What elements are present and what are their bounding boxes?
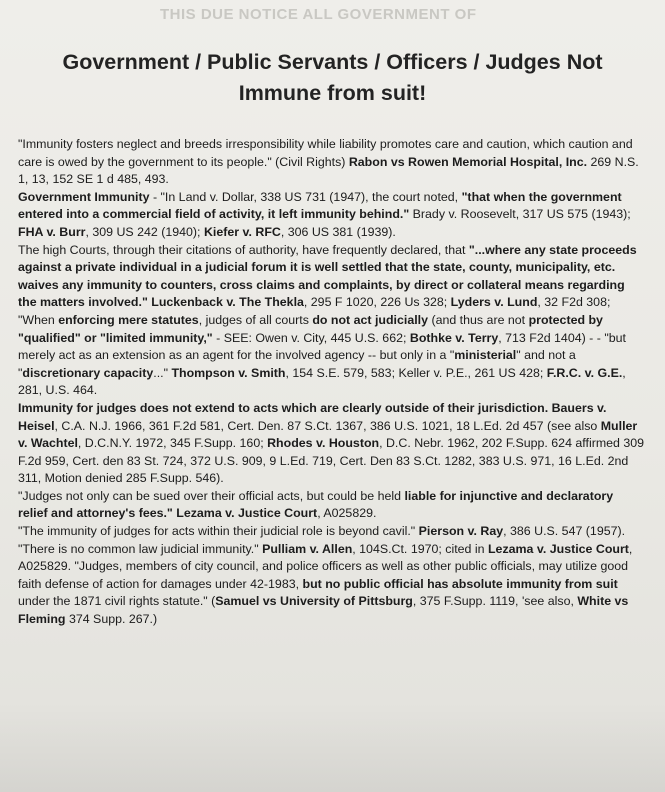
paragraph-immunity-fosters-neglect (18, 136, 646, 189)
text-run: enforcing mere statutes (58, 312, 199, 327)
text-run: "that when the government entered into a commercial field of activity, it left immunity behind." (18, 189, 622, 222)
text-run: , C.A. N.J. 1966, 361 F.2d 581, Cert. Den. 87 S.Ct. 1367, 386 U.S. 1021, 18 L.Ed. 2d 457 (see also (54, 418, 601, 433)
paragraph-judges-sued (18, 488, 646, 523)
text-run: , D.C.N.Y. 1972, 345 F.Supp. 160; (77, 436, 268, 451)
paragraph-no-absolute-immunity (18, 523, 646, 629)
text-run: F.R.C. v. G.E. (546, 365, 623, 380)
paragraph-government-immunity (18, 189, 646, 242)
text-run: (and thus are not (428, 312, 529, 327)
text-run: liable for injunctive and declaratory relief and attorney's fees." Lezama v. Justice Court (18, 488, 614, 521)
text-run: , 32 F2d 308; (537, 295, 611, 310)
text-run: , 104S.Ct. 1970; cited in (352, 541, 488, 556)
text-run: , 375 F.Supp. 1119, 'see also, (412, 594, 578, 609)
paragraph-high-courts (18, 242, 646, 312)
text-run: ministerial (454, 348, 517, 363)
bleed-through-text: THIS DUE NOTICE ALL GOVERNMENT OF (160, 6, 477, 23)
text-run: protected by "qualified" or "limited immunity," (18, 312, 603, 345)
text-run: Pierson v. Ray (418, 524, 504, 539)
text-run: 269 N.S. 1, 13, 152 SE 1 d 485, 493. (18, 154, 639, 187)
text-run: but no public official has absolute immunity from suit (302, 576, 618, 591)
text-run: "...where any state proceeds against a private individual in a judicial forum it is well settled that the state, county, municipality, etc. waives any immunity to counters, cross claims and complaints, by direct or collateral means regarding the matters involved." Luckenback v. The Thekla (18, 242, 637, 310)
text-run: "Immunity fosters neglect and breeds irresponsibility while liability promotes care and caution, which caution and care is owed by the government to its people." (Civil Rights) (18, 137, 633, 169)
text-run: "The immunity of judges for acts within their judicial role is beyond cavil." (18, 524, 419, 539)
text-run: Rhodes v. Houston (267, 436, 380, 451)
text-run: , 713 F2d 1404) - - "but merely act as an extension as an agent for the involved agency -- but only in a " (18, 330, 626, 363)
text-run: Kiefer v. RFC (203, 224, 281, 239)
text-run: , 386 U.S. 547 (1957). "There is no common law judicial immunity." (18, 524, 626, 556)
text-run: , 309 US 242 (1940); (85, 224, 204, 239)
text-run: , D.C. Nebr. 1962, 202 F.Supp. 624 affirmed 309 F.2d 959, Cert. den 83 St. 724, 372 U.S. 909, 9 L.Ed. 719, Cert. Den 83 S.Ct. 1282, 383 U.S. 971, 16 L.Ed. 2nd 311, Motion denied 285 F.Supp. 546). (18, 436, 645, 486)
text-run: , A025829. "Judges, members of city council, and police officers as well as other public officials, may utilize good faith defense of action for damages under 42-1983, (18, 541, 633, 591)
text-run: Brady v. Roosevelt, 317 US 575 (1943); (409, 207, 631, 222)
text-run: , 154 S.E. 579, 583; Keller v. P.E., 261 US 428; (285, 365, 547, 380)
text-run: "When (18, 312, 59, 327)
text-run: , A025829. (317, 506, 377, 521)
text-run: 374 Supp. 267.) (65, 612, 158, 627)
title-line-1: Government / Public Servants / Officers / Judges Not (62, 50, 603, 74)
text-run: Muller v. Wachtel (18, 418, 638, 451)
text-run: , 295 F 1020, 226 Us 328; (303, 295, 451, 310)
text-run: Immunity for judges does not extend to acts which are clearly outside of their jurisdiction. Bauers v. Heisel (18, 400, 607, 433)
text-run: , 281, U.S. 464. (18, 365, 626, 398)
paragraph-enforcing-statutes (18, 312, 646, 400)
text-run: Lyders v. Lund (450, 295, 538, 310)
text-run: ..." (153, 365, 172, 380)
text-run: White vs Fleming (18, 594, 629, 627)
paragraph-judicial-jurisdiction (18, 400, 646, 488)
text-run: Thompson v. Smith (171, 365, 286, 380)
text-run: Government Immunity (18, 189, 150, 204)
text-run: "Judges not only can be sued over their official acts, but could be held (18, 488, 405, 503)
text-run: , 306 US 381 (1939). (280, 224, 396, 239)
text-run: Lezama v. Justice Court (487, 541, 629, 556)
text-run: discretionary capacity (22, 365, 154, 380)
document-title (20, 47, 645, 109)
text-run: The high Courts, through their citations of authority, have frequently declared, that (18, 242, 469, 257)
page-shadow (0, 702, 665, 792)
text-run: - "In Land v. Dollar, 338 US 731 (1947), the court noted, (149, 189, 462, 204)
text-run: " and not a " (18, 348, 576, 380)
text-run: under the 1871 civil rights statute." ( (18, 594, 216, 609)
text-run: FHA v. Burr (18, 224, 86, 239)
text-run: Rabon vs Rowen Memorial Hospital, Inc. (348, 154, 588, 169)
text-run: Pulliam v. Allen (262, 541, 353, 556)
text-run: , judges of all courts (198, 312, 313, 327)
document-body (18, 136, 646, 629)
text-run: Samuel vs University of Pittsburg (215, 594, 413, 609)
text-run: do not act judicially (312, 312, 428, 327)
text-run: - SEE: Owen v. City, 445 U.S. 662; (212, 330, 410, 345)
text-run: Bothke v. Terry (409, 330, 499, 345)
title-line-2: Immune from suit! (238, 81, 427, 105)
